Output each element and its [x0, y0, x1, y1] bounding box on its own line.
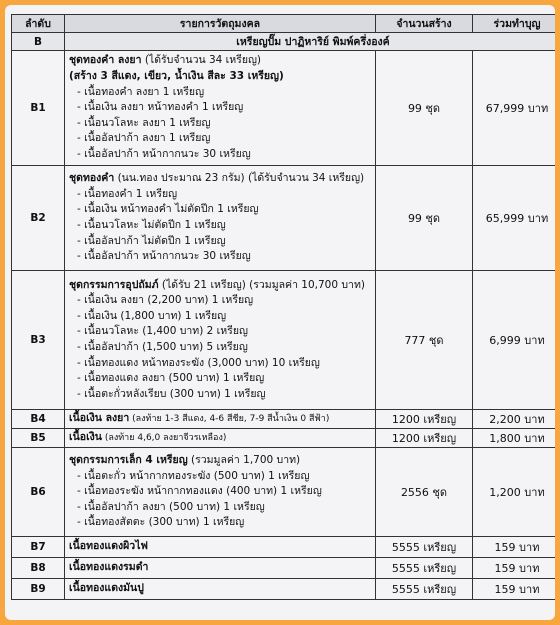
row-title: เนื้อเงิน ลงยา: [69, 411, 130, 424]
list-item: - เนื้อทองสัตตะ (300 บาท) 1 เหรียญ: [77, 516, 245, 529]
merit-table: [11, 14, 555, 600]
row-quantity: 5555 เหรียญ: [376, 537, 473, 558]
row-title-suffix: (นน.ทอง ประมาณ 23 กรัม) (ได้รับจำนวน 34 เหรียญ): [114, 172, 365, 185]
row-code: B1: [12, 51, 65, 166]
header-items: รายการวัตถุมงคล: [65, 15, 376, 33]
row-title: เนื้อทองแดงผิวไฟ: [69, 540, 148, 553]
row-quantity: 99 ชุด: [376, 51, 473, 166]
row-title-line: [69, 430, 371, 447]
row-title: เนื้อเงิน: [69, 430, 102, 443]
row-title-line: [69, 581, 371, 597]
list-item: - เนื้อนวโลหะ ลงยา 1 เหรียญ: [77, 116, 211, 129]
list-item: - เนื้อทองระฆัง หน้ากากทองแดง (400 บาท) 1 เหรียญ: [77, 485, 322, 498]
row-quantity: 5555 เหรียญ: [376, 558, 473, 579]
row-title-suffix: (ได้รับ 21 เหรียญ) (รวมมูลค่า 10,700 บาท): [158, 278, 365, 291]
row-code: B4: [12, 410, 65, 429]
row-description: [65, 410, 376, 429]
row-code: B8: [12, 558, 65, 579]
row-title-line: [69, 539, 371, 555]
section-row: [12, 33, 556, 51]
list-item: - เนื้อทองแดง ลงยา (500 บาท) 1 เหรียญ: [77, 372, 265, 385]
row-title-line: [69, 53, 371, 69]
row-title-line: [69, 560, 371, 576]
row-quantity: 99 ชุด: [376, 166, 473, 271]
list-item: - เนื้อเงิน ลงยา หน้าทองคำ 1 เหรียญ: [77, 101, 244, 114]
row-code: B3: [12, 271, 65, 410]
row-donation: 67,999 บาท: [473, 51, 556, 166]
header-quantity: จำนวนสร้าง: [376, 15, 473, 33]
row-donation: 1,800 บาท: [473, 429, 556, 448]
header-donation: ร่วมทำบุญ: [473, 15, 556, 33]
list-item: - เนื้ออัลปาก้า ลงยา (500 บาท) 1 เหรียญ: [77, 500, 265, 513]
list-item: - เนื้อทองแดง หน้าทองระฆัง (3,000 บาท) 10 เหรียญ: [77, 356, 320, 369]
row-donation: 159 บาท: [473, 558, 556, 579]
row-donation: 1,200 บาท: [473, 448, 556, 537]
list-item: - เนื้อนวโลหะ (1,400 บาท) 2 เหรียญ: [77, 325, 248, 338]
row-title-suffix: (ลงท้าย 4,6,0 ลงยาจีวรเหลือง): [101, 432, 227, 443]
row-quantity: 1200 เหรียญ: [376, 429, 473, 448]
row-title: ชุดทองคำ: [69, 172, 115, 185]
row-code: B5: [12, 429, 65, 448]
table-row: [12, 429, 556, 448]
row-description: [65, 579, 376, 600]
row-quantity: 2556 ชุด: [376, 448, 473, 537]
row-donation: 159 บาท: [473, 579, 556, 600]
table-row: [12, 579, 556, 600]
row-description: [65, 558, 376, 579]
row-title: ชุดกรรมการเล็ก 4 เหรียญ: [69, 454, 188, 467]
list-item: - เนื้อนวโลหะ ไม่ตัดปีก 1 เหรียญ: [77, 219, 226, 231]
row-title: เนื้อทองแดงมันปู: [69, 582, 144, 595]
row-description: [65, 51, 376, 166]
row-code: B2: [12, 166, 65, 271]
list-item: - เนื้ออัลปาก้า ลงยา 1 เหรียญ: [77, 132, 211, 145]
row-title-line: [69, 171, 371, 187]
list-item: - เนื้อเงิน หน้าทองคำ ไม่ตัดปีก 1 เหรียญ: [77, 203, 259, 216]
table-row: [12, 410, 556, 429]
list-item: - เนื้อทองคำ ลงยา 1 เหรียญ: [77, 85, 205, 98]
header-order: ลำดับ: [12, 15, 65, 33]
table-row: [12, 558, 556, 579]
row-donation: 65,999 บาท: [473, 166, 556, 271]
row-quantity: 777 ชุด: [376, 271, 473, 410]
row-title: ชุดทองคำ ลงยา: [69, 54, 142, 67]
list-item: - เนื้อเงิน ลงยา (2,200 บาท) 1 เหรียญ: [77, 294, 254, 307]
table-row: [12, 271, 556, 410]
row-description: [65, 537, 376, 558]
row-title-line: [69, 411, 371, 428]
list-item: - เนื้ออัลปาก้า หน้ากากนวะ 30 เหรียญ: [77, 250, 251, 263]
table-row: [12, 166, 556, 271]
list-item: - เนื้อทองคำ 1 เหรียญ: [77, 187, 178, 200]
list-item: - เนื้อตะกั่ว หน้ากากทองระฆัง (500 บาท) 1 เหรียญ: [77, 469, 310, 482]
row-donation: 2,200 บาท: [473, 410, 556, 429]
row-code: B7: [12, 537, 65, 558]
row-title: ชุดกรรมการอุปถัมภ์: [69, 278, 159, 291]
section-title: เหรียญปั๊ม ปาฏิหาริย์ พิมพ์ครึ่งองค์: [65, 33, 556, 51]
document-frame: [5, 5, 555, 620]
row-description: [65, 429, 376, 448]
table-row: [12, 448, 556, 537]
row-title-line: [69, 453, 371, 469]
list-item: - เนื้ออัลปาก้า หน้ากากนวะ 30 เหรียญ: [77, 147, 251, 160]
list-item: - เนื้ออัลปาก้า ไม่ตัดปีก 1 เหรียญ: [77, 234, 226, 247]
list-item: - เนื้อเงิน (1,800 บาท) 1 เหรียญ: [77, 309, 227, 322]
row-description: [65, 271, 376, 410]
table-row: [12, 537, 556, 558]
row-quantity: 1200 เหรียญ: [376, 410, 473, 429]
list-item: - เนื้ออัลปาก้า (1,500 บาท) 5 เหรียญ: [77, 341, 248, 353]
row-description: [65, 448, 376, 537]
row-title-suffix: (รวมมูลค่า 1,700 บาท): [187, 454, 301, 467]
row-code: B6: [12, 448, 65, 537]
list-item: - เนื้อตะกั่วหลังเรียบ (300 บาท) 1 เหรียญ: [77, 387, 266, 400]
row-donation: 159 บาท: [473, 537, 556, 558]
table-row: [12, 51, 556, 166]
table-header-row: [12, 15, 556, 33]
row-title-line: [69, 278, 371, 294]
row-donation: 6,999 บาท: [473, 271, 556, 410]
row-description: [65, 166, 376, 271]
row-note: (สร้าง 3 สีแดง, เขียว, น้ำเงิน สีละ 33 เหรียญ): [69, 70, 284, 83]
row-title: เนื้อทองแดงรมดำ: [69, 561, 149, 574]
row-title-suffix: (ได้รับจำนวน 34 เหรียญ): [141, 54, 262, 67]
row-quantity: 5555 เหรียญ: [376, 579, 473, 600]
section-code: B: [12, 33, 65, 51]
row-title-suffix: (ลงท้าย 1-3 สีแดง, 4-6 สีชีย, 7-9 สีน้ำเงิน 0 สีฟ้า): [129, 413, 330, 424]
row-code: B9: [12, 579, 65, 600]
